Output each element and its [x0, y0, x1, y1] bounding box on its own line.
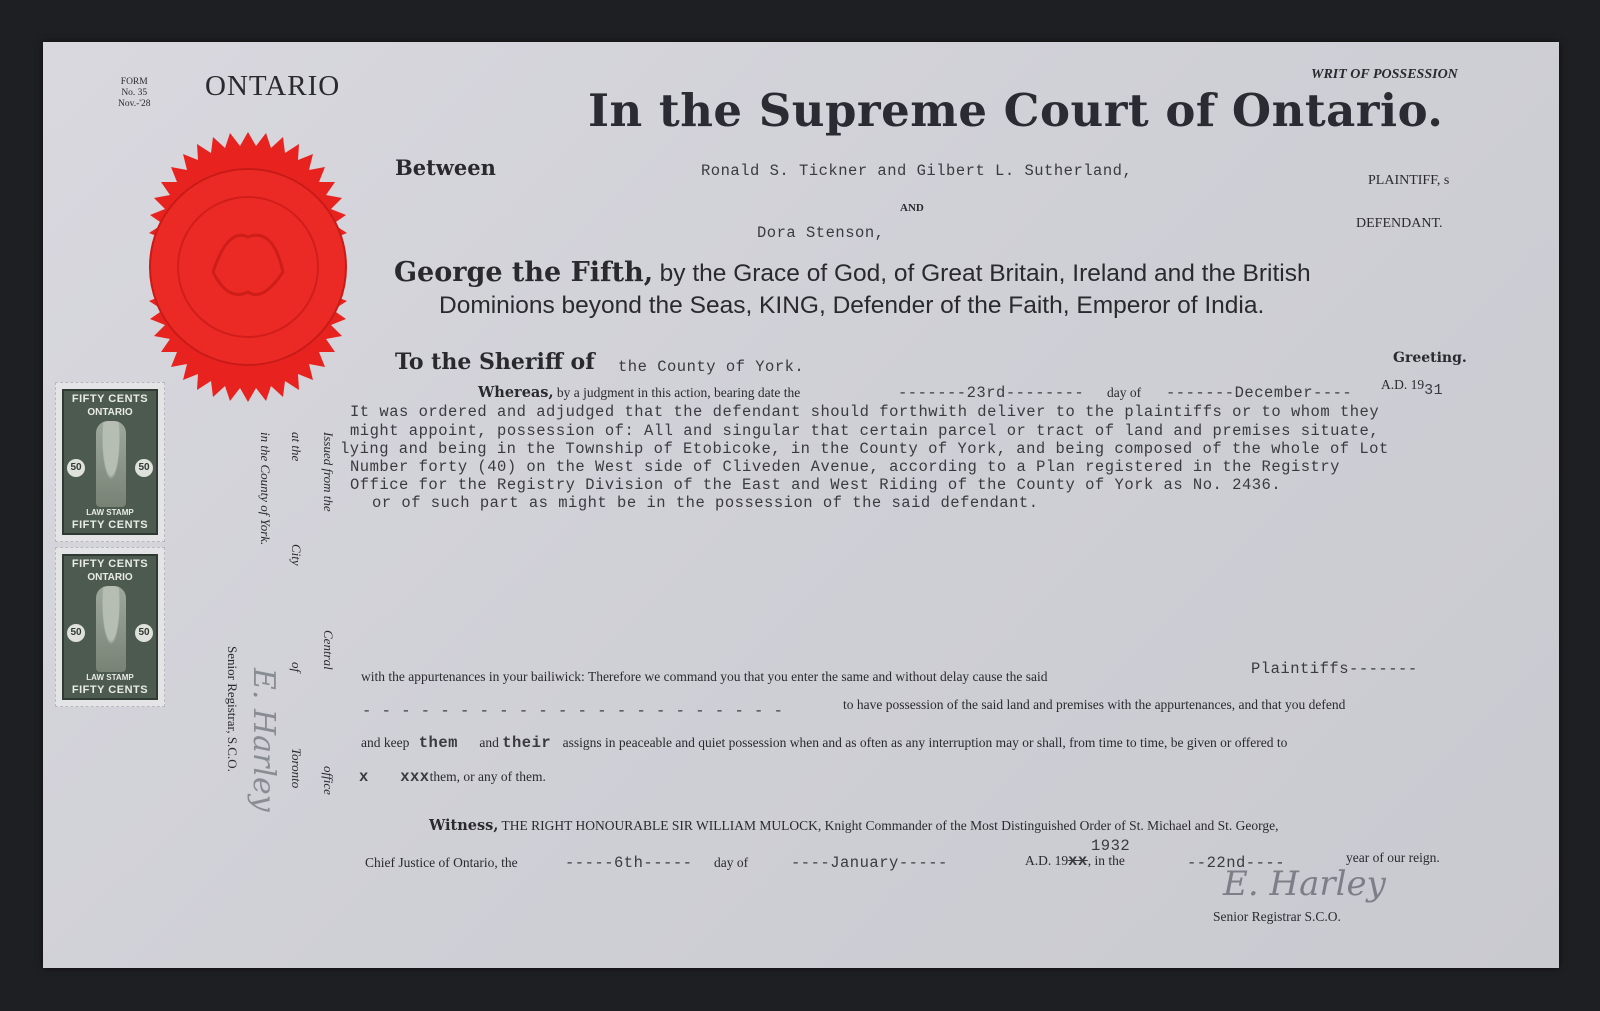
- court-title: In the Supreme Court of Ontario.: [588, 84, 1444, 137]
- issued-signature: E. Harley: [246, 668, 281, 812]
- registrar-signature: E. Harley: [1223, 864, 1386, 904]
- issued-city: City: [289, 544, 304, 566]
- writ-type: WRIT OF POSSESSION: [1311, 67, 1458, 82]
- witness-day: -----6th-----: [565, 854, 693, 872]
- issued-of: of: [289, 662, 304, 673]
- between-label: Between: [395, 155, 496, 180]
- issued-office: office: [321, 766, 336, 795]
- law-stamp-1: FIFTY CENTS ONTARIO 50 50 LAW STAMP FIFTY CENTS: [55, 382, 165, 542]
- province-title: ONTARIO: [205, 70, 341, 102]
- king-line-1: George the Fifth, by the Grace of God, of Great Britain, Ireland and the British: [394, 257, 1311, 288]
- command-line-2: to have possession of the said land and premises with the appurtenances, and that you defend: [843, 697, 1346, 712]
- issued-from-label: Issued from the: [321, 432, 336, 512]
- king-line-2: Dominions beyond the Seas, KING, Defender of the Faith, Emperor of India.: [439, 292, 1265, 319]
- command-line-3: and keep them and their assigns in peaceable and quiet possession when and as often as any interruption may or shall, from time to time, be given or offered to: [361, 734, 1288, 752]
- sheriff-county: the County of York.: [618, 358, 805, 376]
- command-line-4: x xxxthem, or any of them.: [359, 768, 546, 786]
- issued-central: Central: [321, 630, 336, 670]
- body-line-6: or of such part as might be in the possession of the said defendant.: [372, 494, 1039, 512]
- body-line-5: Office for the Registry Division of the East and West Riding of the County of York as No. 2436.: [350, 476, 1282, 494]
- judgment-day: -------23rd--------: [898, 384, 1085, 402]
- witness-month: ----January-----: [791, 854, 948, 872]
- plaintiff-label: PLAINTIFF, s: [1368, 173, 1450, 188]
- command-line-1: with the appurtenances in your bailiwick: Therefore we command you that you enter the same and without delay cause the said: [361, 669, 1048, 684]
- witness-day-of: day of: [714, 855, 749, 870]
- whereas-line: Whereas, by a judgment in this action, bearing date the: [478, 384, 801, 401]
- command-party: Plaintiffs-------: [1251, 660, 1418, 678]
- and-label: AND: [900, 202, 924, 214]
- greeting-label: Greeting.: [1393, 350, 1467, 366]
- witness-year-typed: 1932: [1091, 837, 1131, 855]
- body-line-2: might appoint, possession of: All and singular that certain parcel or tract of land and premises situate,: [350, 422, 1380, 440]
- command-dashes: - - - - - - - - - - - - - - - - - - - - - -: [362, 702, 784, 720]
- red-seal-icon: [113, 132, 383, 402]
- body-line-1: It was ordered and adjudged that the defendant should forthwith deliver to the plaintiffs or to whom they: [350, 403, 1380, 421]
- law-stamp-2: FIFTY CENTS ONTARIO 50 50 LAW STAMP FIFTY CENTS: [55, 547, 165, 707]
- sheriff-label: To the Sheriff of: [395, 349, 595, 375]
- issued-at-the: at the: [289, 432, 304, 462]
- defendant-label: DEFENDANT.: [1356, 216, 1443, 231]
- registrar-title: Senior Registrar S.C.O.: [1213, 909, 1341, 924]
- whereas-day-of: day of: [1107, 385, 1142, 400]
- form-number: FORM No. 35 Nov.-'28: [118, 77, 151, 109]
- witness-line: Witness, THE RIGHT HONOURABLE SIR WILLIAM MULOCK, Knight Commander of the Most Distinguished Order of St. Michael and St. George,: [429, 817, 1279, 834]
- defendant-name: Dora Stenson,: [757, 224, 885, 242]
- issued-registrar-title: Senior Registrar, S.C.O.: [225, 646, 240, 772]
- issued-toronto: Toronto: [289, 748, 304, 789]
- body-line-3: lying and being in the Township of Etobicoke, in the County of York, and being composed of the whole of Lot: [340, 440, 1389, 458]
- body-line-4: Number forty (40) on the West side of Cliveden Avenue, according to a Plan registered in the Registry: [350, 458, 1340, 476]
- reign-year: --22nd----: [1187, 854, 1286, 872]
- plaintiffs-names: Ronald S. Tickner and Gilbert L. Sutherland,: [701, 162, 1133, 180]
- queen-figure-icon: [96, 586, 126, 672]
- witness-year: A.D. 19xx, in the: [1025, 852, 1125, 870]
- queen-figure-icon: [96, 421, 126, 507]
- issued-county: in the County of York.: [258, 432, 273, 546]
- year-of-reign-label: year of our reign.: [1346, 850, 1440, 865]
- writ-document: [43, 42, 1559, 968]
- judgment-month: -------December----: [1166, 384, 1353, 402]
- judgment-year: A.D. 1931: [1381, 377, 1444, 399]
- chief-justice-label: Chief Justice of Ontario, the: [365, 855, 518, 870]
